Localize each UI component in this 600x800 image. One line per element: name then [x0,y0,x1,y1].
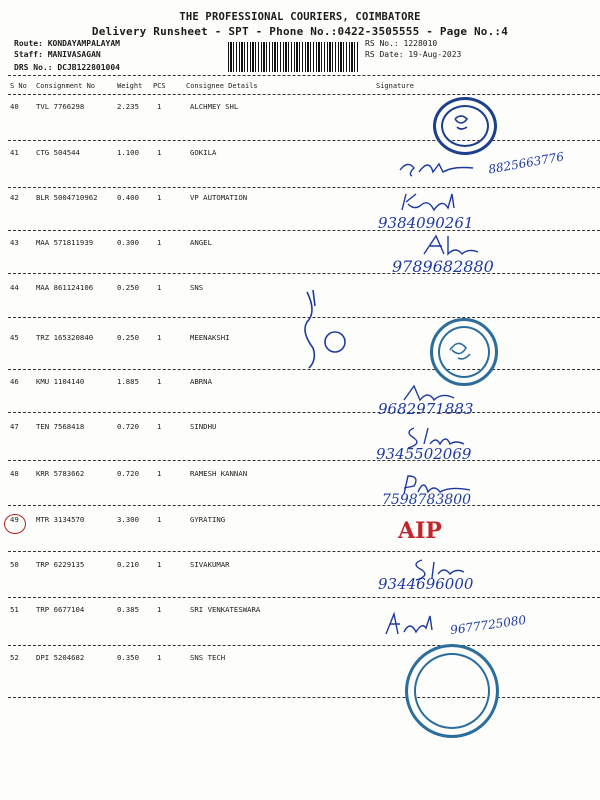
row-sno: 44 [10,283,19,292]
row-weight: 0.720 [117,469,139,478]
row-consignment-no: KMU 1104140 [36,377,85,386]
signature-scribble [295,282,355,374]
row-pcs: 1 [157,377,162,386]
row-pcs: 1 [157,333,162,342]
drs-number: DRS No.: DCJB122801004 [14,63,120,72]
row-consignee: ABRNA [190,377,212,386]
handwritten-phone: 7598783800 [382,492,472,508]
handwritten-phone: 9345502069 [376,445,472,463]
row-consignee: SRI VENKATESWARA [190,605,261,614]
row-weight: 0.250 [117,283,139,292]
handwritten-note: AIP [398,518,442,544]
signature-scribble [395,152,475,182]
row-consignment-no: DPI 5204682 [36,653,85,662]
row-sno: 49 [10,515,19,524]
col-sno: S No [10,82,27,90]
row-rule [8,505,600,506]
row-weight: 1.100 [117,148,139,157]
rs-date: RS Date: 19-Aug-2023 [365,50,462,59]
col-weight: Weight [117,82,143,90]
row-weight: 0.300 [117,238,139,247]
handwritten-phone: 9682971883 [378,400,474,418]
row-sno: 51 [10,605,19,614]
row-pcs: 1 [157,193,162,202]
row-weight: 0.250 [117,333,139,342]
row-consignment-no: KRR 5783662 [36,469,85,478]
row-consignment-no: MAA 571811939 [36,238,94,247]
row-consignee: ALCHMEY SHL [190,102,239,111]
col-consignment: Consignment No [36,82,96,90]
row-sno: 48 [10,469,19,478]
row-pcs: 1 [157,102,162,111]
row-rule [8,551,600,552]
row-rule [8,597,600,598]
row-pcs: 1 [157,560,162,569]
row-rule [8,697,600,698]
college-seal-stamp [430,318,498,386]
row-sno: 47 [10,422,19,431]
row-consignment-no: TRP 6677104 [36,605,85,614]
row-rule [8,645,600,646]
college-seal-stamp [405,644,499,738]
row-sno: 46 [10,377,19,386]
row-consignee: VP AUTOMATION [190,193,248,202]
delivery-stamp [433,97,497,155]
row-pcs: 1 [157,653,162,662]
row-consignee: SNS TECH [190,653,226,662]
row-consignee: SINDHU [190,422,217,431]
row-consignee: GYRATING [190,515,226,524]
row-consignment-no: TRZ 165320840 [36,333,94,342]
row-rule [8,187,600,188]
row-weight: 1.885 [117,377,139,386]
row-weight: 2.235 [117,102,139,111]
row-sno: 40 [10,102,19,111]
row-weight: 0.350 [117,653,139,662]
row-weight: 0.720 [117,422,139,431]
row-consignment-no: TVL 7766298 [36,102,85,111]
row-pcs: 1 [157,238,162,247]
staff-label: Staff: MANIVASAGAN [14,50,101,59]
row-rule [8,230,600,231]
row-consignee: GOKILA [190,148,217,157]
row-sno: 41 [10,148,19,157]
red-circle-mark [4,514,26,534]
row-rule [8,412,600,413]
row-consignment-no: BLR 5004710962 [36,193,98,202]
row-pcs: 1 [157,148,162,157]
row-consignment-no: CTG 504544 [36,148,80,157]
row-consignee: MEENAKSHI [190,333,230,342]
route-label: Route: KONDAYAMPALAYAM [14,39,120,48]
barcode [228,42,358,72]
row-sno: 43 [10,238,19,247]
row-consignment-no: MTR 3134570 [36,515,85,524]
col-signature: Signature [376,82,414,90]
row-pcs: 1 [157,422,162,431]
row-sno: 50 [10,560,19,569]
row-pcs: 1 [157,605,162,614]
row-consignee: SNS [190,283,204,292]
row-weight: 0.210 [117,560,139,569]
row-consignment-no: MAA 861124106 [36,283,94,292]
signature-scribble [398,188,478,216]
col-pcs: PCS [153,82,166,90]
row-rule [8,460,600,461]
company-title: THE PROFESSIONAL COURIERS, COIMBATORE [179,11,421,23]
runsheet-subtitle: Delivery Runsheet - SPT - Phone No.:0422-3505555 - Page No.:4 [91,25,509,38]
header-rule-bottom [8,94,600,95]
row-consignment-no: TRP 6229135 [36,560,85,569]
row-sno: 42 [10,193,19,202]
row-pcs: 1 [157,515,162,524]
handwritten-phone: 9677725080 [449,612,527,638]
header-rule-top [8,75,600,76]
col-consignee: Consignee Details [186,82,258,90]
row-weight: 0.385 [117,605,139,614]
handwritten-phone: 9789682880 [392,257,494,276]
row-pcs: 1 [157,283,162,292]
row-consignment-no: TEN 7568418 [36,422,85,431]
handwritten-phone: 8825663776 [487,149,565,177]
row-consignee: ANGEL [190,238,212,247]
handwritten-phone: 9344696000 [378,575,474,593]
signature-scribble [420,232,490,258]
row-sno: 45 [10,333,19,342]
row-consignee: RAMESH KANNAN [190,469,248,478]
signature-scribble [382,610,442,640]
handwritten-phone: 9384090261 [378,214,474,232]
row-weight: 3.300 [117,515,139,524]
rs-number: RS No.: 1228010 [365,39,438,48]
row-consignee: SIVAKUMAR [190,560,230,569]
row-sno: 52 [10,653,19,662]
row-weight: 0.400 [117,193,139,202]
row-rule [8,140,600,141]
row-rule [8,273,600,274]
row-pcs: 1 [157,469,162,478]
